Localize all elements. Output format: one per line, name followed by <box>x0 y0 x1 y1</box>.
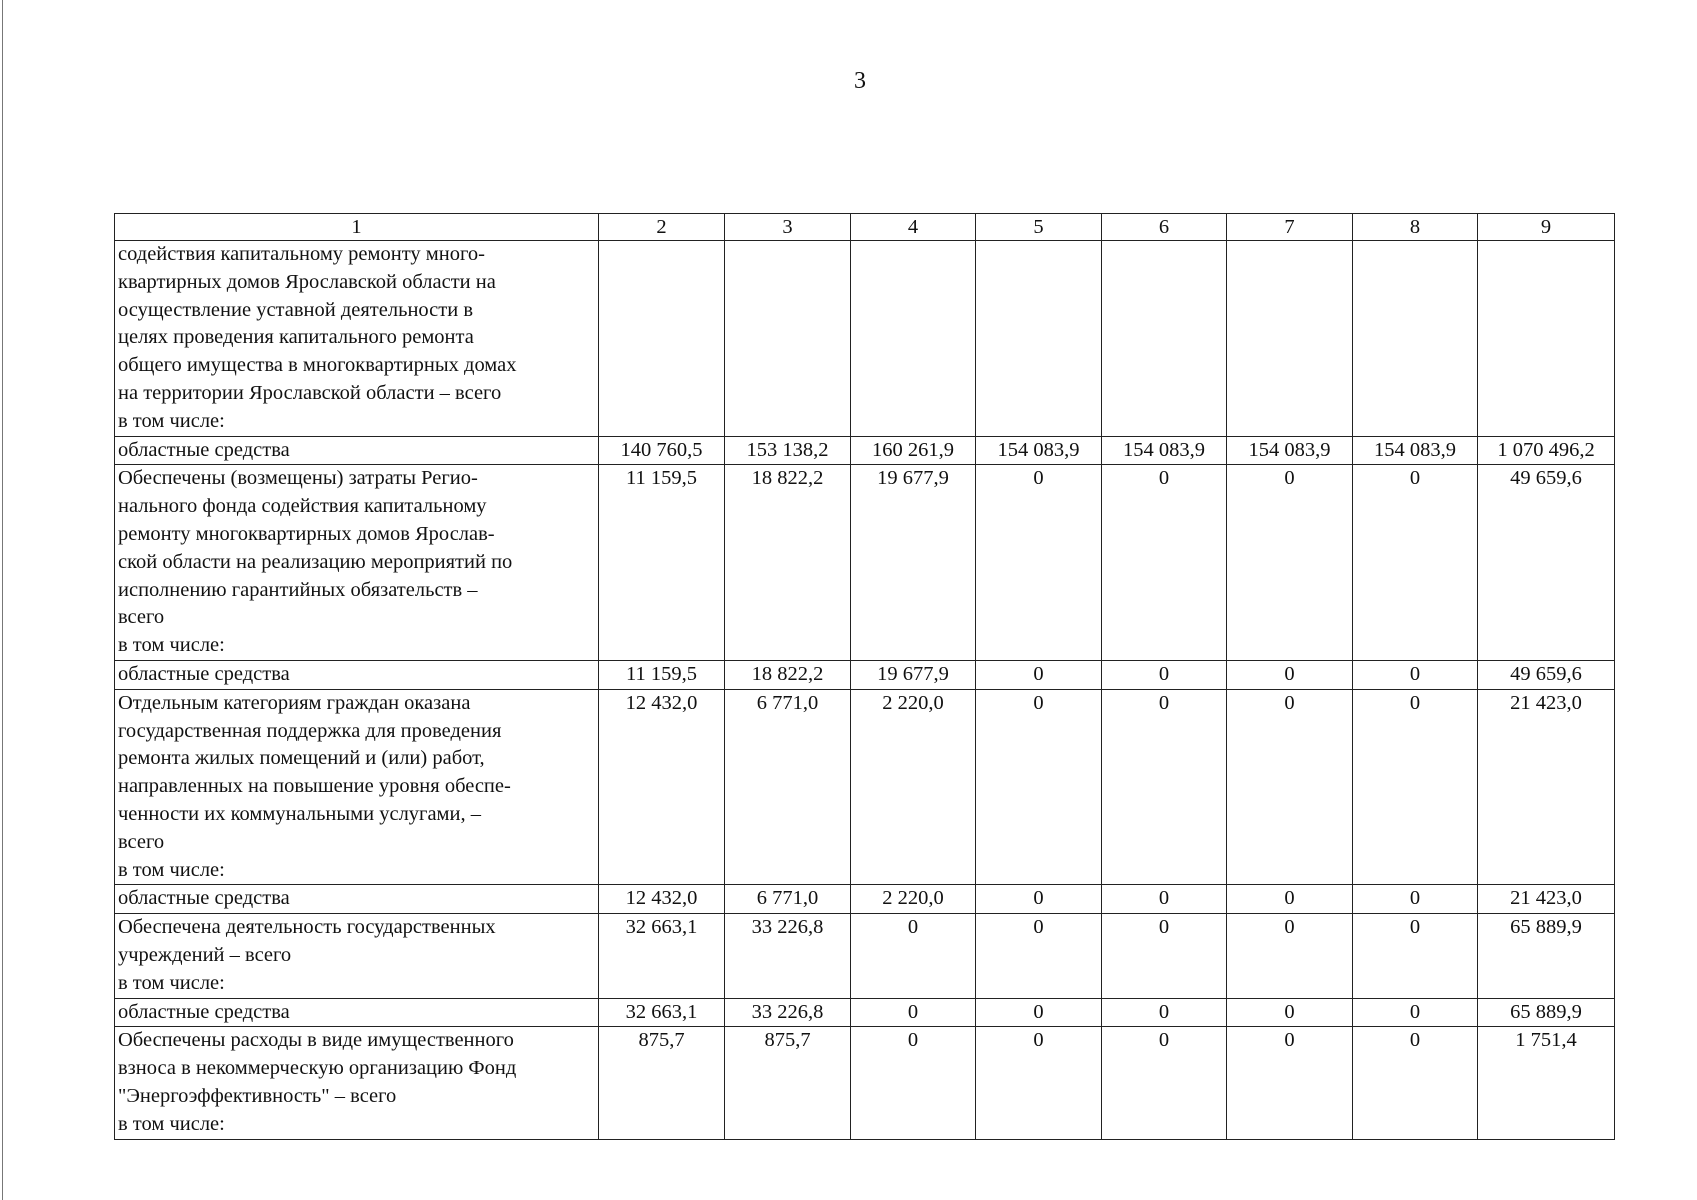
value-cell-col-2: 11 159,5 <box>599 660 725 689</box>
row-description <box>115 436 599 465</box>
value-cell-col-8: 154 083,9 <box>1353 436 1478 465</box>
column-header: 1 <box>115 214 599 241</box>
value-cell-col-7: 0 <box>1227 998 1353 1027</box>
description-line: областные средства <box>118 887 290 910</box>
value-cell-col-5: 0 <box>976 465 1102 661</box>
value-cell-col-4 <box>851 241 976 437</box>
value-cell-col-7: 0 <box>1227 885 1353 914</box>
value-cell-col-6: 0 <box>1102 998 1227 1027</box>
value-cell-col-3: 33 226,8 <box>725 914 851 998</box>
description-line: в том числе: <box>118 634 225 657</box>
description-line: нального фонда содействия капитальному <box>118 495 487 518</box>
value-cell-col-4: 0 <box>851 1027 976 1139</box>
description-line: Обеспечены расходы в виде имущественного <box>118 1029 514 1052</box>
value-cell-col-2 <box>599 241 725 437</box>
description-line: направленных на повышение уровня обеспе- <box>118 775 511 798</box>
value-cell-col-6: 0 <box>1102 1027 1227 1139</box>
budget-table <box>114 213 1615 1140</box>
row-description <box>115 241 599 437</box>
value-cell-col-7: 0 <box>1227 689 1353 885</box>
description-line: областные средства <box>118 438 290 461</box>
column-header: 5 <box>976 214 1102 241</box>
table-row <box>115 1027 1615 1139</box>
description-line: "Энергоэффективность" – всего <box>118 1084 397 1107</box>
description-line: осуществление уставной деятельности в <box>118 298 474 321</box>
value-cell-col-5: 0 <box>976 660 1102 689</box>
value-cell-col-6: 0 <box>1102 914 1227 998</box>
value-cell-col-2: 32 663,1 <box>599 914 725 998</box>
value-cell-col-7 <box>1227 241 1353 437</box>
description-line: Обеспечены (возмещены) затраты Регио- <box>118 467 478 490</box>
description-line: в том числе: <box>118 1112 225 1135</box>
value-cell-col-5 <box>976 241 1102 437</box>
description-line: в том числе: <box>118 971 225 994</box>
description-line: исполнению гарантийных обязательств – <box>118 578 478 601</box>
value-cell-col-2: 11 159,5 <box>599 465 725 661</box>
table-row <box>115 914 1615 998</box>
value-cell-col-7: 0 <box>1227 465 1353 661</box>
page-number: 3 <box>854 68 866 94</box>
row-description <box>115 1027 599 1139</box>
table-row <box>115 660 1615 689</box>
value-cell-col-9: 65 889,9 <box>1478 914 1615 998</box>
scan-edge-line <box>2 0 3 1200</box>
row-description <box>115 885 599 914</box>
value-cell-col-2: 12 432,0 <box>599 689 725 885</box>
row-description <box>115 465 599 661</box>
value-cell-col-9: 1 070 496,2 <box>1478 436 1615 465</box>
table-row <box>115 465 1615 661</box>
value-cell-col-9: 49 659,6 <box>1478 465 1615 661</box>
value-cell-col-9 <box>1478 241 1615 437</box>
value-cell-col-2: 12 432,0 <box>599 885 725 914</box>
description-line: ремонту многоквартирных домов Ярослав- <box>118 522 495 545</box>
value-cell-col-8 <box>1353 241 1478 437</box>
value-cell-col-5: 0 <box>976 689 1102 885</box>
value-cell-col-3: 875,7 <box>725 1027 851 1139</box>
table-row <box>115 885 1615 914</box>
row-description <box>115 689 599 885</box>
value-cell-col-3: 153 138,2 <box>725 436 851 465</box>
table-row <box>115 436 1615 465</box>
description-line: ской области на реализацию мероприятий по <box>118 550 513 573</box>
table-header-row <box>115 214 1615 241</box>
description-line: государственная поддержка для проведения <box>118 719 502 742</box>
description-line: содействия капитальному ремонту много- <box>118 243 485 265</box>
column-header: 7 <box>1227 214 1353 241</box>
row-description <box>115 660 599 689</box>
value-cell-col-6: 0 <box>1102 689 1227 885</box>
value-cell-col-6: 154 083,9 <box>1102 436 1227 465</box>
value-cell-col-5: 0 <box>976 885 1102 914</box>
value-cell-col-2: 140 760,5 <box>599 436 725 465</box>
description-line: целях проведения капитального ремонта <box>118 326 474 349</box>
value-cell-col-3: 6 771,0 <box>725 885 851 914</box>
table-row <box>115 241 1615 437</box>
value-cell-col-5: 154 083,9 <box>976 436 1102 465</box>
value-cell-col-4: 2 220,0 <box>851 689 976 885</box>
value-cell-col-8: 0 <box>1353 885 1478 914</box>
value-cell-col-4: 19 677,9 <box>851 465 976 661</box>
value-cell-col-8: 0 <box>1353 689 1478 885</box>
value-cell-col-7: 154 083,9 <box>1227 436 1353 465</box>
value-cell-col-4: 2 220,0 <box>851 885 976 914</box>
description-line: Обеспечена деятельность государственных <box>118 916 496 939</box>
description-line: всего <box>118 606 165 629</box>
value-cell-col-6: 0 <box>1102 465 1227 661</box>
column-header: 3 <box>725 214 851 241</box>
description-line: учреждений – всего <box>118 943 292 966</box>
column-header: 2 <box>599 214 725 241</box>
column-header: 6 <box>1102 214 1227 241</box>
description-line: областные средства <box>118 662 290 685</box>
value-cell-col-8: 0 <box>1353 914 1478 998</box>
description-line: всего <box>118 830 165 853</box>
value-cell-col-9: 65 889,9 <box>1478 998 1615 1027</box>
column-header: 4 <box>851 214 976 241</box>
description-line: ремонта жилых помещений и (или) работ, <box>118 747 485 770</box>
value-cell-col-3: 33 226,8 <box>725 998 851 1027</box>
value-cell-col-5: 0 <box>976 998 1102 1027</box>
row-description <box>115 914 599 998</box>
value-cell-col-3: 18 822,2 <box>725 660 851 689</box>
value-cell-col-9: 49 659,6 <box>1478 660 1615 689</box>
value-cell-col-8: 0 <box>1353 465 1478 661</box>
value-cell-col-3 <box>725 241 851 437</box>
description-line: в том числе: <box>118 858 225 881</box>
description-line: на территории Ярославской области – всего <box>118 381 502 404</box>
value-cell-col-3: 6 771,0 <box>725 689 851 885</box>
description-line: взноса в некоммерческую организацию Фонд <box>118 1057 517 1080</box>
value-cell-col-7: 0 <box>1227 914 1353 998</box>
value-cell-col-9: 1 751,4 <box>1478 1027 1615 1139</box>
value-cell-col-6: 0 <box>1102 660 1227 689</box>
description-line: общего имущества в многоквартирных домах <box>118 354 517 377</box>
value-cell-col-6: 0 <box>1102 885 1227 914</box>
row-description <box>115 998 599 1027</box>
description-line: в том числе: <box>118 409 225 432</box>
value-cell-col-8: 0 <box>1353 998 1478 1027</box>
value-cell-col-2: 32 663,1 <box>599 998 725 1027</box>
value-cell-col-8: 0 <box>1353 1027 1478 1139</box>
description-line: областные средства <box>118 1000 290 1023</box>
value-cell-col-8: 0 <box>1353 660 1478 689</box>
value-cell-col-3: 18 822,2 <box>725 465 851 661</box>
value-cell-col-4: 0 <box>851 914 976 998</box>
value-cell-col-7: 0 <box>1227 1027 1353 1139</box>
value-cell-col-7: 0 <box>1227 660 1353 689</box>
description-line: ченности их коммунальными услугами, – <box>118 802 482 825</box>
value-cell-col-4: 19 677,9 <box>851 660 976 689</box>
value-cell-col-9: 21 423,0 <box>1478 689 1615 885</box>
description-line: Отдельным категориям граждан оказана <box>118 691 471 714</box>
value-cell-col-4: 0 <box>851 998 976 1027</box>
value-cell-col-5: 0 <box>976 914 1102 998</box>
value-cell-col-5: 0 <box>976 1027 1102 1139</box>
column-header: 9 <box>1478 214 1615 241</box>
table-row <box>115 998 1615 1027</box>
value-cell-col-6 <box>1102 241 1227 437</box>
table-row <box>115 689 1615 885</box>
value-cell-col-2: 875,7 <box>599 1027 725 1139</box>
description-line: квартирных домов Ярославской области на <box>118 270 496 293</box>
column-header: 8 <box>1353 214 1478 241</box>
value-cell-col-4: 160 261,9 <box>851 436 976 465</box>
value-cell-col-9: 21 423,0 <box>1478 885 1615 914</box>
